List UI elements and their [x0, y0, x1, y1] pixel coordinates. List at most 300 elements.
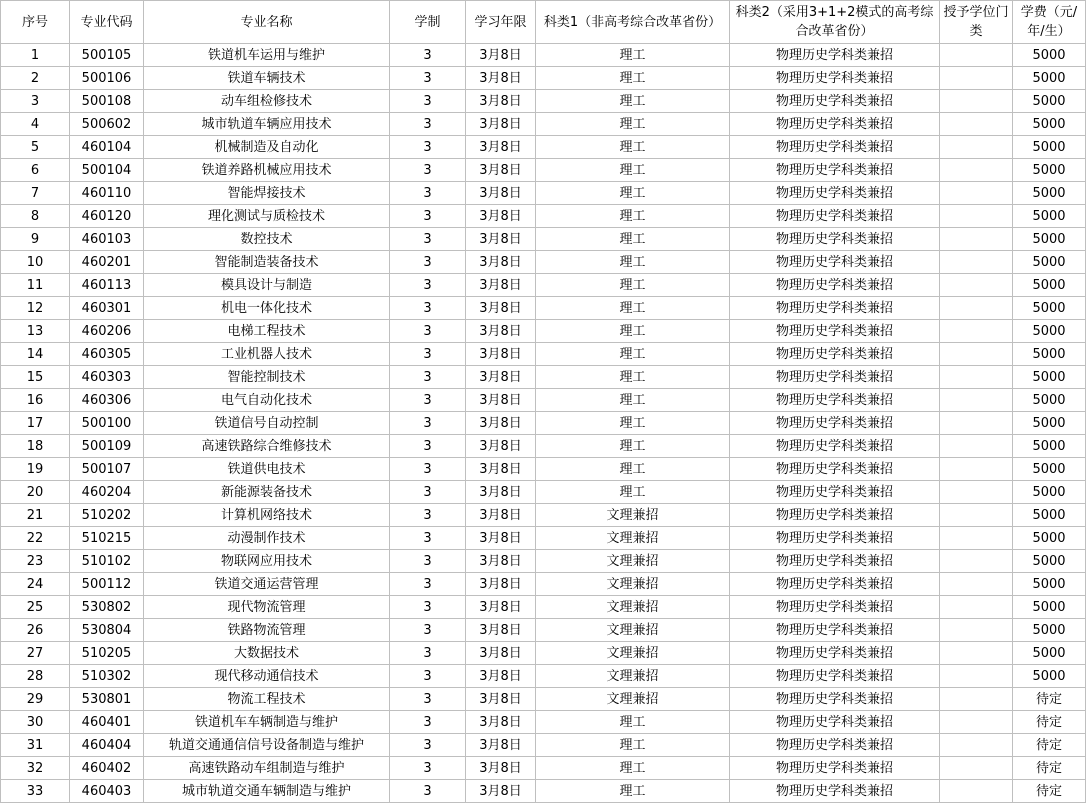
major-name-cell: 理化测试与质检技术 [144, 205, 390, 228]
table-row [1, 665, 1086, 688]
category-1-cell: 理工 [536, 734, 730, 757]
row-index-cell: 13 [1, 320, 70, 343]
header-cell: 授予学位门类 [940, 1, 1013, 44]
table-row [1, 113, 1086, 136]
degree-type-cell [940, 366, 1013, 389]
row-index-cell: 30 [1, 711, 70, 734]
study-years-cell: 3月8日 [466, 343, 536, 366]
study-years-cell: 3月8日 [466, 136, 536, 159]
row-index-cell: 22 [1, 527, 70, 550]
tuition-cell: 待定 [1013, 711, 1086, 734]
major-code-cell: 460403 [70, 780, 144, 803]
row-index-cell: 23 [1, 550, 70, 573]
degree-type-cell [940, 734, 1013, 757]
duration-cell: 3 [390, 159, 466, 182]
category-2-cell: 物理历史学科类兼招 [730, 182, 940, 205]
row-index-cell: 15 [1, 366, 70, 389]
study-years-cell: 3月8日 [466, 596, 536, 619]
major-name-cell: 电梯工程技术 [144, 320, 390, 343]
category-1-cell: 文理兼招 [536, 527, 730, 550]
category-1-cell: 文理兼招 [536, 642, 730, 665]
duration-cell: 3 [390, 136, 466, 159]
category-1-cell: 文理兼招 [536, 619, 730, 642]
study-years-cell: 3月8日 [466, 274, 536, 297]
category-1-cell: 文理兼招 [536, 665, 730, 688]
category-1-cell: 理工 [536, 67, 730, 90]
header-cell: 专业代码 [70, 1, 144, 44]
study-years-cell: 3月8日 [466, 642, 536, 665]
category-2-cell: 物理历史学科类兼招 [730, 642, 940, 665]
header-cell: 科类2（采用3+1+2模式的高考综合改革省份） [730, 1, 940, 44]
table-row [1, 136, 1086, 159]
table-row [1, 757, 1086, 780]
row-index-cell: 9 [1, 228, 70, 251]
major-name-cell: 铁路物流管理 [144, 619, 390, 642]
duration-cell: 3 [390, 550, 466, 573]
tuition-cell: 5000 [1013, 159, 1086, 182]
study-years-cell: 3月8日 [466, 435, 536, 458]
table-row [1, 228, 1086, 251]
category-2-cell: 物理历史学科类兼招 [730, 136, 940, 159]
duration-cell: 3 [390, 734, 466, 757]
degree-type-cell [940, 320, 1013, 343]
table-row [1, 504, 1086, 527]
row-index-cell: 21 [1, 504, 70, 527]
duration-cell: 3 [390, 205, 466, 228]
tuition-cell: 5000 [1013, 113, 1086, 136]
duration-cell: 3 [390, 320, 466, 343]
table-row [1, 596, 1086, 619]
table-row [1, 527, 1086, 550]
major-name-cell: 现代移动通信技术 [144, 665, 390, 688]
category-1-cell: 理工 [536, 228, 730, 251]
study-years-cell: 3月8日 [466, 481, 536, 504]
table-row [1, 711, 1086, 734]
table-row [1, 734, 1086, 757]
degree-type-cell [940, 90, 1013, 113]
study-years-cell: 3月8日 [466, 205, 536, 228]
category-1-cell: 文理兼招 [536, 596, 730, 619]
category-1-cell: 理工 [536, 113, 730, 136]
header-cell: 专业名称 [144, 1, 390, 44]
category-2-cell: 物理历史学科类兼招 [730, 228, 940, 251]
tuition-cell: 5000 [1013, 274, 1086, 297]
degree-type-cell [940, 573, 1013, 596]
degree-type-cell [940, 389, 1013, 412]
tuition-cell: 5000 [1013, 67, 1086, 90]
duration-cell: 3 [390, 113, 466, 136]
major-name-cell: 机械制造及自动化 [144, 136, 390, 159]
tuition-cell: 待定 [1013, 757, 1086, 780]
degree-type-cell [940, 642, 1013, 665]
category-2-cell: 物理历史学科类兼招 [730, 90, 940, 113]
study-years-cell: 3月8日 [466, 389, 536, 412]
degree-type-cell [940, 550, 1013, 573]
degree-type-cell [940, 481, 1013, 504]
major-code-cell: 530801 [70, 688, 144, 711]
category-1-cell: 理工 [536, 711, 730, 734]
table-row [1, 688, 1086, 711]
duration-cell: 3 [390, 251, 466, 274]
header-row [1, 1, 1086, 44]
tuition-cell: 5000 [1013, 504, 1086, 527]
major-name-cell: 工业机器人技术 [144, 343, 390, 366]
major-code-cell: 460204 [70, 481, 144, 504]
category-1-cell: 文理兼招 [536, 688, 730, 711]
category-2-cell: 物理历史学科类兼招 [730, 274, 940, 297]
category-2-cell: 物理历史学科类兼招 [730, 297, 940, 320]
category-1-cell: 理工 [536, 297, 730, 320]
duration-cell: 3 [390, 780, 466, 803]
major-name-cell: 物流工程技术 [144, 688, 390, 711]
table-row [1, 780, 1086, 803]
category-2-cell: 物理历史学科类兼招 [730, 458, 940, 481]
duration-cell: 3 [390, 619, 466, 642]
degree-type-cell [940, 113, 1013, 136]
major-name-cell: 城市轨道交通车辆制造与维护 [144, 780, 390, 803]
tuition-cell: 5000 [1013, 320, 1086, 343]
tuition-cell: 5000 [1013, 182, 1086, 205]
table-row [1, 44, 1086, 67]
category-2-cell: 物理历史学科类兼招 [730, 435, 940, 458]
duration-cell: 3 [390, 688, 466, 711]
tuition-cell: 5000 [1013, 136, 1086, 159]
tuition-cell: 5000 [1013, 642, 1086, 665]
study-years-cell: 3月8日 [466, 780, 536, 803]
study-years-cell: 3月8日 [466, 757, 536, 780]
category-1-cell: 理工 [536, 90, 730, 113]
table-row [1, 205, 1086, 228]
tuition-cell: 5000 [1013, 596, 1086, 619]
study-years-cell: 3月8日 [466, 67, 536, 90]
category-2-cell: 物理历史学科类兼招 [730, 44, 940, 67]
category-2-cell: 物理历史学科类兼招 [730, 389, 940, 412]
degree-type-cell [940, 136, 1013, 159]
study-years-cell: 3月8日 [466, 366, 536, 389]
category-2-cell: 物理历史学科类兼招 [730, 573, 940, 596]
category-2-cell: 物理历史学科类兼招 [730, 205, 940, 228]
category-1-cell: 文理兼招 [536, 550, 730, 573]
category-2-cell: 物理历史学科类兼招 [730, 734, 940, 757]
category-2-cell: 物理历史学科类兼招 [730, 113, 940, 136]
major-code-cell: 500107 [70, 458, 144, 481]
tuition-cell: 5000 [1013, 435, 1086, 458]
major-code-cell: 460303 [70, 366, 144, 389]
category-1-cell: 理工 [536, 412, 730, 435]
degree-type-cell [940, 711, 1013, 734]
major-code-cell: 460206 [70, 320, 144, 343]
tuition-cell: 5000 [1013, 550, 1086, 573]
row-index-cell: 25 [1, 596, 70, 619]
table-row [1, 389, 1086, 412]
major-code-cell: 460306 [70, 389, 144, 412]
category-2-cell: 物理历史学科类兼招 [730, 343, 940, 366]
major-code-cell: 530802 [70, 596, 144, 619]
table-row [1, 90, 1086, 113]
tuition-cell: 5000 [1013, 343, 1086, 366]
major-code-cell: 460401 [70, 711, 144, 734]
row-index-cell: 12 [1, 297, 70, 320]
tuition-cell: 待定 [1013, 780, 1086, 803]
row-index-cell: 4 [1, 113, 70, 136]
tuition-cell: 5000 [1013, 205, 1086, 228]
study-years-cell: 3月8日 [466, 550, 536, 573]
header-cell: 序号 [1, 1, 70, 44]
row-index-cell: 32 [1, 757, 70, 780]
category-2-cell: 物理历史学科类兼招 [730, 780, 940, 803]
duration-cell: 3 [390, 458, 466, 481]
category-1-cell: 理工 [536, 435, 730, 458]
study-years-cell: 3月8日 [466, 665, 536, 688]
major-name-cell: 新能源装备技术 [144, 481, 390, 504]
major-name-cell: 大数据技术 [144, 642, 390, 665]
category-2-cell: 物理历史学科类兼招 [730, 67, 940, 90]
duration-cell: 3 [390, 757, 466, 780]
degree-type-cell [940, 297, 1013, 320]
row-index-cell: 20 [1, 481, 70, 504]
major-code-cell: 460301 [70, 297, 144, 320]
major-code-cell: 500104 [70, 159, 144, 182]
major-name-cell: 智能控制技术 [144, 366, 390, 389]
degree-type-cell [940, 44, 1013, 67]
tuition-cell: 5000 [1013, 389, 1086, 412]
duration-cell: 3 [390, 228, 466, 251]
category-2-cell: 物理历史学科类兼招 [730, 619, 940, 642]
tuition-cell: 待定 [1013, 688, 1086, 711]
study-years-cell: 3月8日 [466, 159, 536, 182]
study-years-cell: 3月8日 [466, 619, 536, 642]
study-years-cell: 3月8日 [466, 228, 536, 251]
major-name-cell: 计算机网络技术 [144, 504, 390, 527]
degree-type-cell [940, 412, 1013, 435]
major-code-cell: 460402 [70, 757, 144, 780]
degree-type-cell [940, 435, 1013, 458]
category-2-cell: 物理历史学科类兼招 [730, 504, 940, 527]
duration-cell: 3 [390, 182, 466, 205]
row-index-cell: 33 [1, 780, 70, 803]
category-1-cell: 理工 [536, 458, 730, 481]
table-row [1, 366, 1086, 389]
major-name-cell: 动车组检修技术 [144, 90, 390, 113]
degree-type-cell [940, 619, 1013, 642]
row-index-cell: 27 [1, 642, 70, 665]
row-index-cell: 31 [1, 734, 70, 757]
major-code-cell: 460104 [70, 136, 144, 159]
table-row [1, 642, 1086, 665]
table-row [1, 343, 1086, 366]
major-code-cell: 460110 [70, 182, 144, 205]
study-years-cell: 3月8日 [466, 527, 536, 550]
row-index-cell: 2 [1, 67, 70, 90]
row-index-cell: 5 [1, 136, 70, 159]
row-index-cell: 26 [1, 619, 70, 642]
category-1-cell: 理工 [536, 274, 730, 297]
table-row [1, 297, 1086, 320]
degree-type-cell [940, 458, 1013, 481]
degree-type-cell [940, 665, 1013, 688]
degree-type-cell [940, 343, 1013, 366]
study-years-cell: 3月8日 [466, 688, 536, 711]
row-index-cell: 19 [1, 458, 70, 481]
major-code-cell: 460120 [70, 205, 144, 228]
tuition-cell: 5000 [1013, 665, 1086, 688]
study-years-cell: 3月8日 [466, 251, 536, 274]
major-name-cell: 城市轨道车辆应用技术 [144, 113, 390, 136]
tuition-cell: 5000 [1013, 44, 1086, 67]
category-1-cell: 文理兼招 [536, 504, 730, 527]
row-index-cell: 28 [1, 665, 70, 688]
duration-cell: 3 [390, 481, 466, 504]
category-1-cell: 理工 [536, 320, 730, 343]
duration-cell: 3 [390, 389, 466, 412]
header-cell: 学费（元/年/生） [1013, 1, 1086, 44]
major-name-cell: 高速铁路综合维修技术 [144, 435, 390, 458]
major-name-cell: 机电一体化技术 [144, 297, 390, 320]
duration-cell: 3 [390, 665, 466, 688]
tuition-cell: 5000 [1013, 297, 1086, 320]
tuition-cell: 5000 [1013, 90, 1086, 113]
study-years-cell: 3月8日 [466, 711, 536, 734]
category-1-cell: 理工 [536, 44, 730, 67]
major-name-cell: 铁道交通运营管理 [144, 573, 390, 596]
row-index-cell: 11 [1, 274, 70, 297]
row-index-cell: 24 [1, 573, 70, 596]
category-1-cell: 理工 [536, 205, 730, 228]
header-cell: 学制 [390, 1, 466, 44]
study-years-cell: 3月8日 [466, 297, 536, 320]
degree-type-cell [940, 159, 1013, 182]
category-2-cell: 物理历史学科类兼招 [730, 688, 940, 711]
category-2-cell: 物理历史学科类兼招 [730, 412, 940, 435]
duration-cell: 3 [390, 573, 466, 596]
table-body [1, 44, 1086, 803]
row-index-cell: 16 [1, 389, 70, 412]
major-code-cell: 510202 [70, 504, 144, 527]
degree-type-cell [940, 757, 1013, 780]
major-code-cell: 500109 [70, 435, 144, 458]
duration-cell: 3 [390, 67, 466, 90]
tuition-cell: 5000 [1013, 527, 1086, 550]
category-2-cell: 物理历史学科类兼招 [730, 481, 940, 504]
major-name-cell: 铁道机车运用与维护 [144, 44, 390, 67]
major-name-cell: 智能制造装备技术 [144, 251, 390, 274]
row-index-cell: 29 [1, 688, 70, 711]
degree-type-cell [940, 182, 1013, 205]
category-2-cell: 物理历史学科类兼招 [730, 550, 940, 573]
row-index-cell: 6 [1, 159, 70, 182]
study-years-cell: 3月8日 [466, 504, 536, 527]
major-code-cell: 500602 [70, 113, 144, 136]
study-years-cell: 3月8日 [466, 320, 536, 343]
tuition-cell: 5000 [1013, 366, 1086, 389]
major-name-cell: 铁道机车车辆制造与维护 [144, 711, 390, 734]
row-index-cell: 17 [1, 412, 70, 435]
major-name-cell: 轨道交通通信信号设备制造与维护 [144, 734, 390, 757]
category-2-cell: 物理历史学科类兼招 [730, 159, 940, 182]
duration-cell: 3 [390, 527, 466, 550]
major-code-cell: 530804 [70, 619, 144, 642]
category-2-cell: 物理历史学科类兼招 [730, 527, 940, 550]
degree-type-cell [940, 228, 1013, 251]
tuition-cell: 5000 [1013, 619, 1086, 642]
major-code-cell: 460103 [70, 228, 144, 251]
table-row [1, 159, 1086, 182]
header-cell: 科类1（非高考综合改革省份） [536, 1, 730, 44]
category-2-cell: 物理历史学科类兼招 [730, 757, 940, 780]
duration-cell: 3 [390, 274, 466, 297]
row-index-cell: 8 [1, 205, 70, 228]
category-2-cell: 物理历史学科类兼招 [730, 711, 940, 734]
table-row [1, 481, 1086, 504]
major-name-cell: 现代物流管理 [144, 596, 390, 619]
duration-cell: 3 [390, 504, 466, 527]
row-index-cell: 18 [1, 435, 70, 458]
major-code-cell: 460305 [70, 343, 144, 366]
study-years-cell: 3月8日 [466, 113, 536, 136]
duration-cell: 3 [390, 297, 466, 320]
major-code-cell: 500112 [70, 573, 144, 596]
duration-cell: 3 [390, 642, 466, 665]
table-row [1, 550, 1086, 573]
category-2-cell: 物理历史学科类兼招 [730, 665, 940, 688]
category-1-cell: 理工 [536, 159, 730, 182]
major-code-cell: 500108 [70, 90, 144, 113]
category-2-cell: 物理历史学科类兼招 [730, 596, 940, 619]
table-row [1, 67, 1086, 90]
major-code-cell: 510102 [70, 550, 144, 573]
tuition-cell: 5000 [1013, 458, 1086, 481]
duration-cell: 3 [390, 44, 466, 67]
duration-cell: 3 [390, 711, 466, 734]
major-code-cell: 510215 [70, 527, 144, 550]
major-name-cell: 动漫制作技术 [144, 527, 390, 550]
tuition-cell: 待定 [1013, 734, 1086, 757]
category-1-cell: 理工 [536, 389, 730, 412]
category-1-cell: 理工 [536, 182, 730, 205]
study-years-cell: 3月8日 [466, 412, 536, 435]
major-name-cell: 铁道养路机械应用技术 [144, 159, 390, 182]
category-2-cell: 物理历史学科类兼招 [730, 366, 940, 389]
major-name-cell: 铁道车辆技术 [144, 67, 390, 90]
study-years-cell: 3月8日 [466, 44, 536, 67]
major-code-cell: 460404 [70, 734, 144, 757]
table-row [1, 412, 1086, 435]
category-2-cell: 物理历史学科类兼招 [730, 320, 940, 343]
degree-type-cell [940, 688, 1013, 711]
degree-type-cell [940, 274, 1013, 297]
row-index-cell: 14 [1, 343, 70, 366]
tuition-cell: 5000 [1013, 251, 1086, 274]
major-code-cell: 510302 [70, 665, 144, 688]
tuition-cell: 5000 [1013, 412, 1086, 435]
tuition-cell: 5000 [1013, 228, 1086, 251]
tuition-cell: 5000 [1013, 481, 1086, 504]
table-row [1, 251, 1086, 274]
degree-type-cell [940, 596, 1013, 619]
category-1-cell: 理工 [536, 481, 730, 504]
degree-type-cell [940, 780, 1013, 803]
major-name-cell: 电气自动化技术 [144, 389, 390, 412]
study-years-cell: 3月8日 [466, 573, 536, 596]
duration-cell: 3 [390, 596, 466, 619]
table-row [1, 320, 1086, 343]
row-index-cell: 7 [1, 182, 70, 205]
category-1-cell: 文理兼招 [536, 573, 730, 596]
major-name-cell: 铁道信号自动控制 [144, 412, 390, 435]
duration-cell: 3 [390, 343, 466, 366]
degree-type-cell [940, 67, 1013, 90]
study-years-cell: 3月8日 [466, 182, 536, 205]
